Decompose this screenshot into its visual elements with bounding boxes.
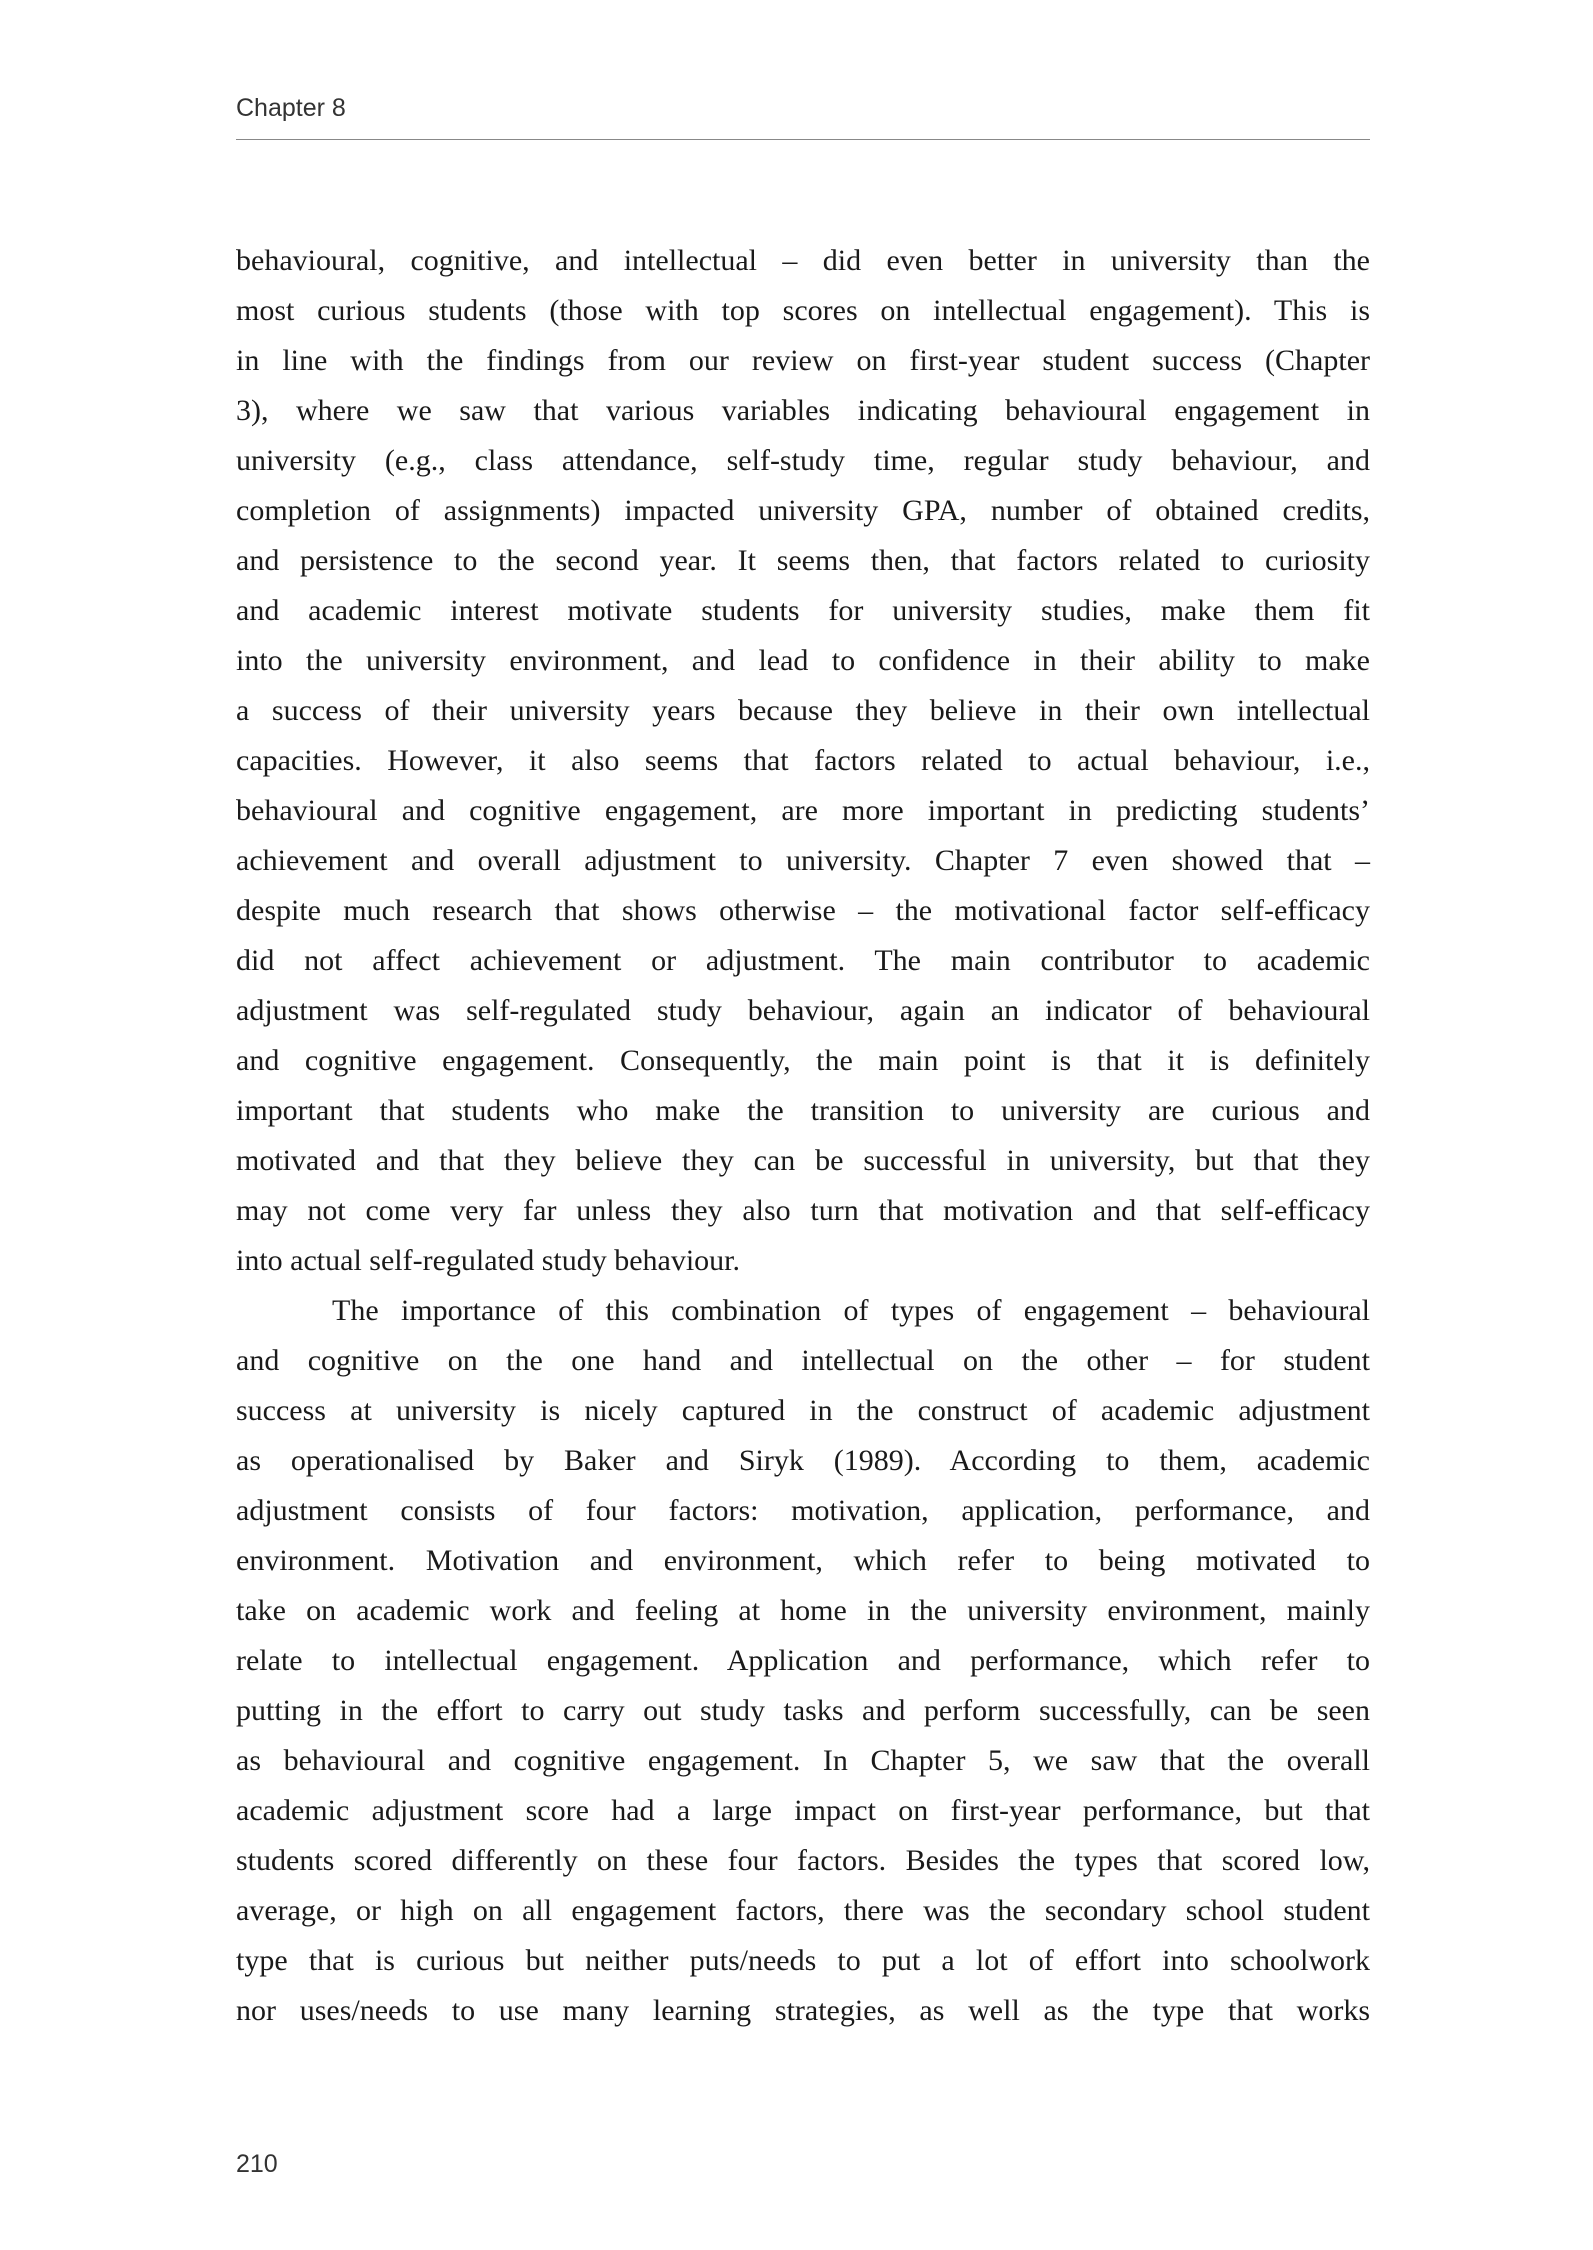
text-line: success at university is nicely captured in the construct of academic adjustment <box>236 1394 1370 1427</box>
text-line: important that students who make the transition to university are curious and <box>236 1094 1370 1127</box>
text-line: students scored differently on these four factors. Besides the types that scored low, <box>236 1844 1370 1877</box>
text-line: putting in the effort to carry out study tasks and perform successfully, can be seen <box>236 1694 1370 1727</box>
text-line: average, or high on all engagement factors, there was the secondary school student <box>236 1894 1370 1927</box>
text-line: take on academic work and feeling at home in the university environment, mainly <box>236 1594 1370 1627</box>
text-line: capacities. However, it also seems that factors related to actual behaviour, i.e., <box>236 744 1370 777</box>
text-line: motivated and that they believe they can be successful in university, but that they <box>236 1144 1370 1177</box>
text-line: academic adjustment score had a large impact on first-year performance, but that <box>236 1794 1370 1827</box>
text-line: adjustment was self-regulated study behaviour, again an indicator of behavioural <box>236 994 1370 1027</box>
text-line: and cognitive on the one hand and intellectual on the other – for student <box>236 1344 1370 1377</box>
text-line: behavioural and cognitive engagement, are more important in predicting students’ <box>236 794 1370 827</box>
text-line: nor uses/needs to use many learning strategies, as well as the type that works <box>236 1994 1370 2027</box>
text-line: The importance of this combination of types of engagement – behavioural <box>332 1294 1370 1327</box>
paragraph <box>236 236 1370 1286</box>
text-line: 3), where we saw that various variables indicating behavioural engagement in <box>236 394 1370 427</box>
text-line: adjustment consists of four factors: motivation, application, performance, and <box>236 1494 1370 1527</box>
text-line: in line with the findings from our review on first-year student success (Chapter <box>236 344 1370 377</box>
header-rule <box>236 139 1370 140</box>
text-line: into actual self-regulated study behaviour. <box>236 1244 741 1277</box>
text-line: completion of assignments) impacted university GPA, number of obtained credits, <box>236 494 1370 527</box>
text-line: as operationalised by Baker and Siryk (1989). According to them, academic <box>236 1444 1370 1477</box>
text-line: and academic interest motivate students for university studies, make them fit <box>236 594 1370 627</box>
text-line: most curious students (those with top scores on intellectual engagement). This is <box>236 294 1370 327</box>
text-line: and persistence to the second year. It seems then, that factors related to curiosity <box>236 544 1370 577</box>
text-line: a success of their university years because they believe in their own intellectual <box>236 694 1370 727</box>
text-line: did not affect achievement or adjustment. The main contributor to academic <box>236 944 1370 977</box>
text-line: into the university environment, and lead to confidence in their ability to make <box>236 644 1370 677</box>
text-line: relate to intellectual engagement. Application and performance, which refer to <box>236 1644 1370 1677</box>
text-line: despite much research that shows otherwise – the motivational factor self-efficacy <box>236 894 1370 927</box>
text-line: achievement and overall adjustment to university. Chapter 7 even showed that – <box>236 844 1370 877</box>
text-line: as behavioural and cognitive engagement. In Chapter 5, we saw that the overall <box>236 1744 1370 1777</box>
text-line: behavioural, cognitive, and intellectual – did even better in university than the <box>236 244 1370 277</box>
text-line: may not come very far unless they also turn that motivation and that self-efficacy <box>236 1194 1370 1227</box>
paragraph <box>236 1286 1370 2036</box>
page-number: 210 <box>236 2150 278 2178</box>
text-line: and cognitive engagement. Consequently, the main point is that it is definitely <box>236 1044 1370 1077</box>
running-head: Chapter 8 <box>236 94 346 122</box>
body-text <box>236 236 1370 2036</box>
text-line: environment. Motivation and environment, which refer to being motivated to <box>236 1544 1370 1577</box>
text-line: type that is curious but neither puts/needs to put a lot of effort into schoolwork <box>236 1944 1370 1977</box>
text-line: university (e.g., class attendance, self-study time, regular study behaviour, and <box>236 444 1370 477</box>
